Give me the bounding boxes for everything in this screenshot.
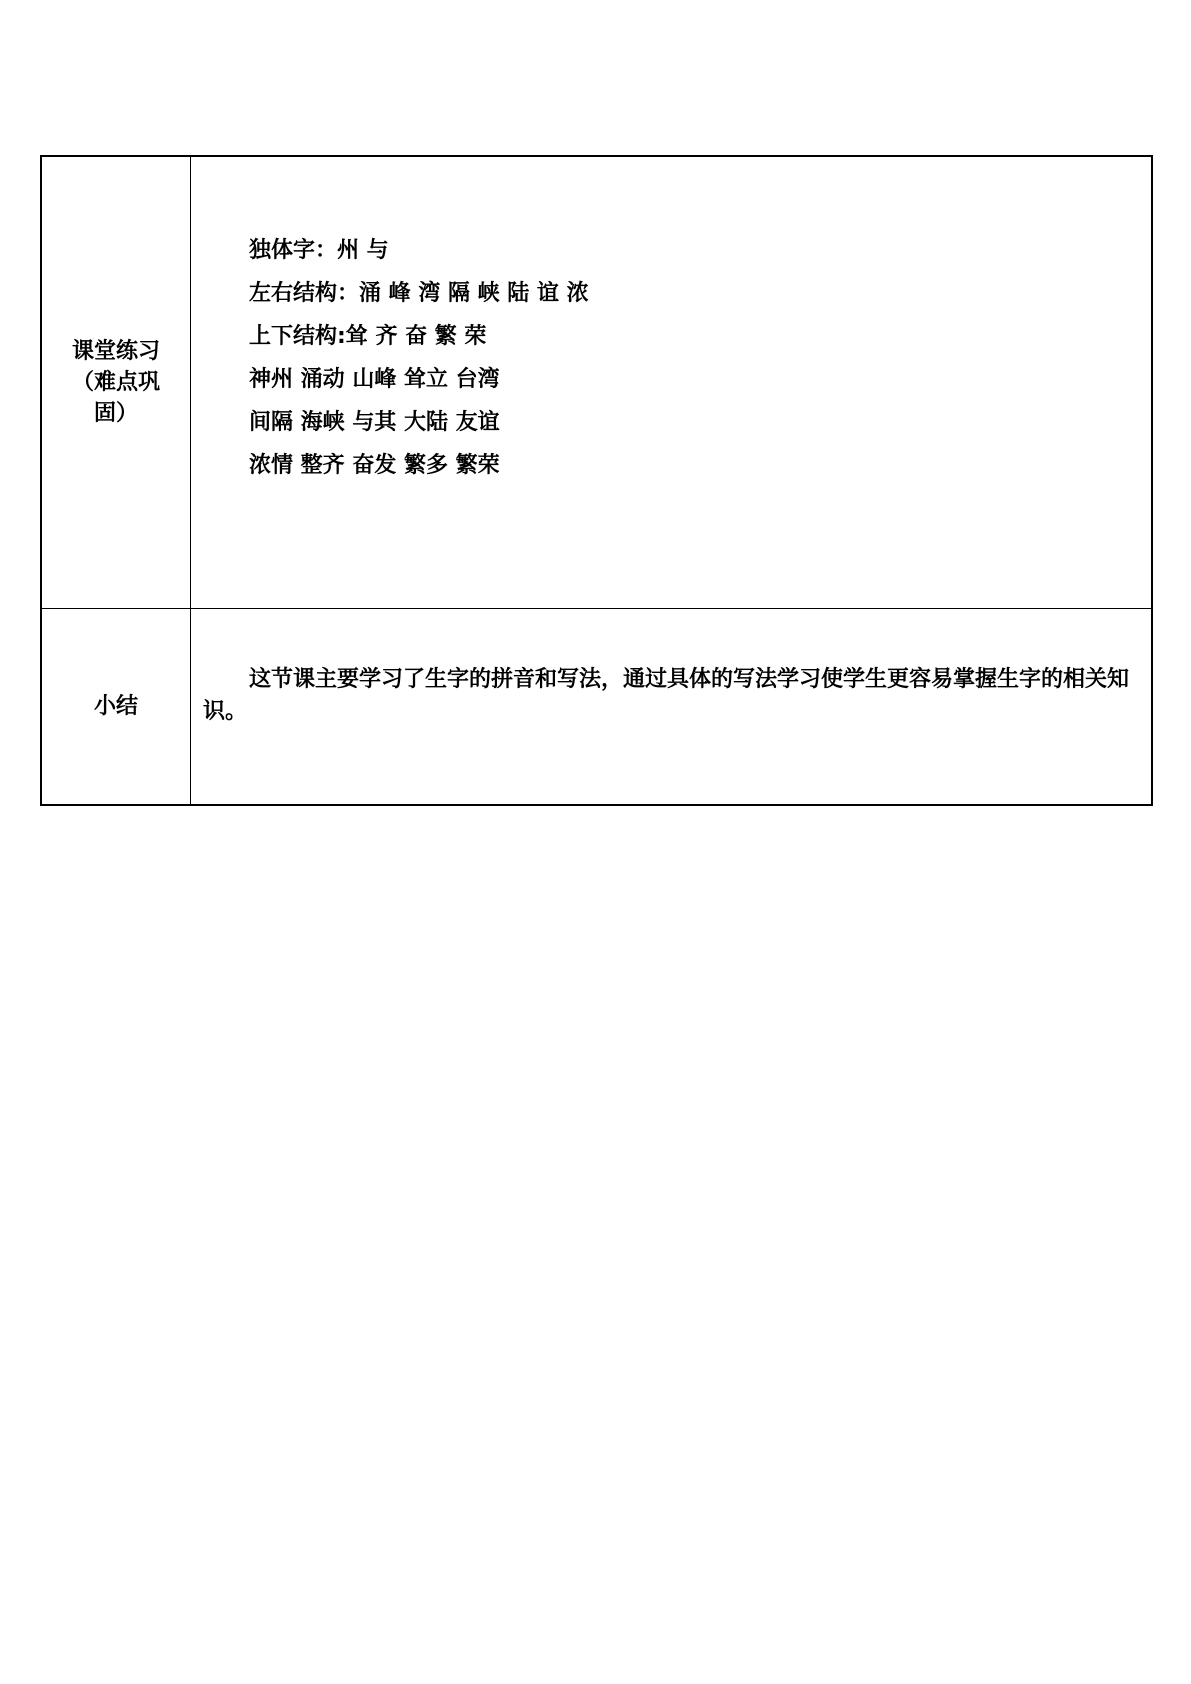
summary-row: [41, 608, 1152, 805]
practice-line-words-2: 间隔 海峡 与其 大陆 友谊: [249, 410, 500, 435]
summary-label-cell: [41, 608, 191, 805]
lesson-table: [40, 155, 1153, 806]
practice-line-top-bottom-structure: 上下结构:耸 齐 奋 繁 荣: [249, 324, 487, 349]
practice-line-words-1: 神州 涌动 山峰 耸立 台湾: [249, 367, 500, 392]
practice-label: 课堂练习（难点巩固）: [71, 338, 160, 426]
summary-label: 小结: [93, 693, 138, 719]
practice-line-left-right-structure: 左右结构：涌 峰 湾 隔 峡 陆 谊 浓: [249, 281, 589, 306]
practice-line-single-structure: 独体字：州 与: [249, 238, 389, 263]
practice-label-cell: [41, 156, 191, 608]
summary-text: 这节课主要学习了生字的拼音和写法，通过具体的写法学习使学生更容易掌握生字的相关知识。: [203, 667, 1130, 725]
summary-content-cell: [191, 608, 1153, 805]
practice-row: [41, 156, 1152, 608]
practice-line-words-3: 浓情 整齐 奋发 繁多 繁荣: [249, 453, 500, 478]
practice-content-cell: [191, 156, 1153, 608]
